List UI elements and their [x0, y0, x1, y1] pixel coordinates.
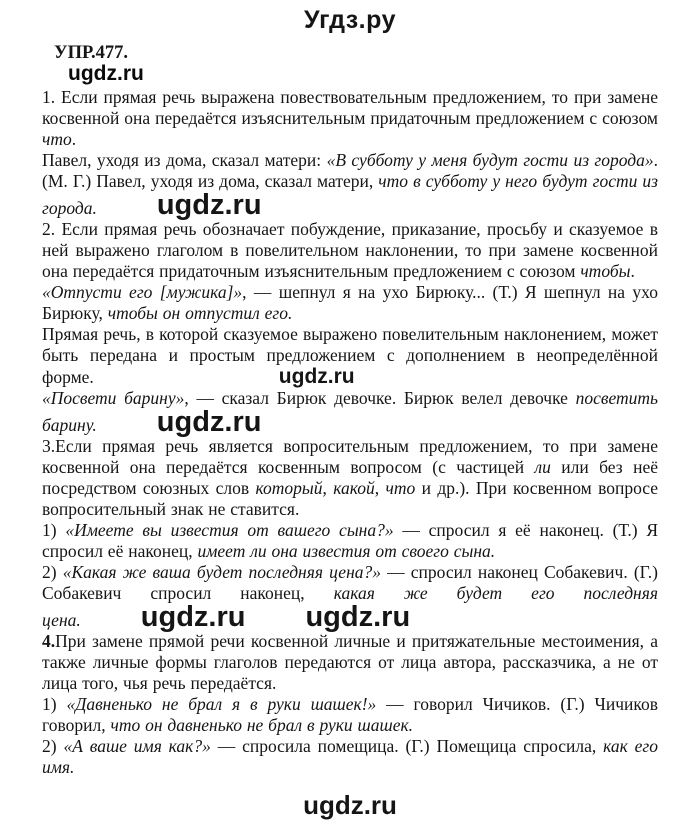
text-segment: «А ваше имя как?» [63, 736, 211, 756]
watermark-inline: ugdz.ru [156, 189, 262, 221]
text-segment: или без неё посредством союзных слов [42, 457, 658, 498]
text-segment: — спросила помещица. (Г.) Помещица спросила, [210, 736, 604, 756]
text-segment: 1. Если прямая речь выражена повествовательным предложением, то при замене косвенной она передаётся изъяснительным придаточным предложением с союзом [42, 87, 658, 128]
paragraph [42, 736, 658, 778]
paragraph [42, 520, 658, 562]
site-title: Угдз.ру [304, 6, 396, 34]
text-segment: 2) [42, 562, 63, 582]
text-segment: 4. [42, 631, 56, 651]
text-segment: . [630, 261, 635, 281]
text-segment: как его имя. [42, 736, 659, 777]
text-segment: «Посвети барину» [42, 388, 185, 408]
watermark-heading: ugdz.ru [68, 62, 144, 85]
text-segment: чтобы [580, 261, 631, 281]
text-segment: . (М. Г.) Павел, уходя из дома, сказал матери, [42, 150, 659, 191]
text-segment: 1) [42, 694, 67, 714]
paragraph [42, 324, 658, 388]
text-segment: — говорил Чичиков. (Г.) Чичиков говорил, [42, 694, 658, 735]
watermark-inline: ugdz.ru [305, 601, 411, 633]
text-segment: «Имеете вы известия от вашего сына?» [65, 520, 394, 540]
paragraph [42, 562, 658, 631]
watermark-footer: ugdz.ru [303, 790, 397, 820]
text-segment: Прямая речь, в которой сказуемое выражено повелительным наклонением, может быть передана и простым предложением с дополнением в неопределённой форме. [42, 324, 658, 387]
text-segment: что в субботу у него будут гости из города. [42, 171, 658, 218]
text-segment: имеет ли она известия от своего сына. [197, 541, 496, 561]
exercise-number: УПР.477. [54, 43, 128, 63]
text-segment: и др.). При косвенном вопросе вопросительный знак не ставится. [42, 478, 659, 519]
text-segment: 3.Если прямая речь является вопросительным предложением, то при замене косвенной она передаётся косвенным вопросом (с частицей [42, 436, 658, 477]
paragraph [42, 694, 658, 736]
text-segment: «Какая же ваша будет последняя цена?» [62, 562, 382, 582]
text-segment: , — шепнул я на ухо Бирюку... (Т.) Я шепнул на ухо Бирюку, [42, 282, 658, 323]
text-segment: чтобы он отпустил его. [107, 303, 293, 323]
text-segment: что [385, 478, 416, 498]
text-segment: «Давненько не брал я в руки шашек!» [66, 694, 377, 714]
text-segment: При замене прямой речи косвенной личные и притяжательные местоимения, а также личные формы глаголов передаются от лица автора, рассказчика, а не от лица того, чья речь передаётся. [42, 631, 658, 693]
paragraph [42, 436, 658, 520]
text-segment: 2. Если прямая речь обозначает побуждение, приказание, просьбу и сказуемое в ней выражено глаголом в повелительном наклонении, то при замене косвенной она передаётся придаточным изъяснительным предложением с союзом [42, 219, 658, 281]
text-segment: ли [534, 457, 551, 477]
paragraph [42, 282, 658, 324]
text-segment: , [374, 478, 386, 498]
watermark-inline: ugdz.ru [140, 601, 246, 633]
text-segment: — спросил наконец Собакевич. (Г.) Собакевич спросил наконец, [42, 562, 659, 603]
text-segment: «В субботу у меня будут гости из города» [326, 150, 654, 170]
text-segment: Павел, уходя из дома, сказал матери: [42, 150, 327, 170]
text-segment: какая же будет его последняя цена. [42, 583, 658, 630]
paragraph [42, 388, 658, 436]
watermark-inline: ugdz.ru [156, 406, 262, 438]
text-segment: 2) [42, 736, 64, 756]
text-segment: «Отпусти его [мужика]» [42, 282, 243, 302]
text-segment: что он давненько не брал в руки шашек. [110, 715, 414, 735]
text-segment: — спросил я её наконец. (Т.) Я спросил её наконец, [42, 520, 658, 561]
text-segment: посветить барину. [42, 388, 658, 435]
text-segment: что [42, 129, 72, 149]
exercise-text [42, 87, 658, 778]
text-segment: 1) [42, 520, 66, 540]
text-segment: какой [333, 478, 375, 498]
watermark-inline: ugdz.ru [278, 365, 355, 388]
text-segment: , [322, 478, 334, 498]
paragraph [42, 87, 658, 150]
paragraph [42, 150, 658, 219]
text-segment: . [71, 129, 77, 149]
paragraph [42, 219, 658, 282]
text-segment: который [255, 478, 323, 498]
text-segment: , — сказал Бирюк девочке. Бирюк велел девочке [184, 388, 576, 408]
paragraph [42, 631, 658, 694]
